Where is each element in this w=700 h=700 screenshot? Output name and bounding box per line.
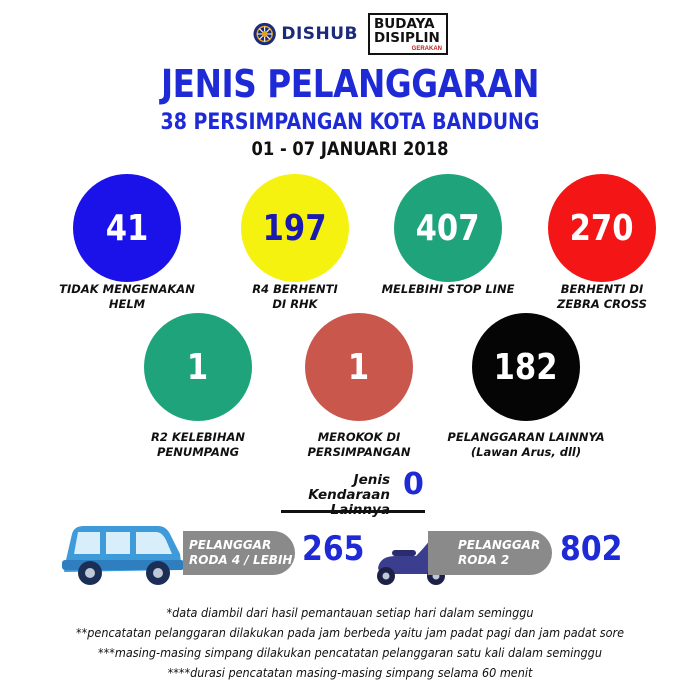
label-line: R4 BERHENTI [252,282,338,296]
footnotes [0,603,700,683]
violation-circle-rhk [241,174,349,282]
violation-label-penumpang [108,430,288,460]
violation-value: 1 [187,346,209,388]
label-line: HELM [108,297,146,311]
pill-line: PELANGGAR [189,538,272,552]
violation-value: 1 [348,346,370,388]
violation-value: 197 [263,207,327,249]
violation-label-lainnya [436,430,616,460]
divider-line [281,510,425,513]
footnote: ****durasi pencatatan masing-masing simpang selama 60 menit [167,665,533,680]
label-line: ZEBRA CROSS [557,297,647,311]
page-title: JENIS PELANGGARAN [160,62,540,106]
label-line: Jenis Kendaraan [308,472,390,503]
label-line: PERSIMPANGAN [307,445,411,459]
violation-value: 270 [570,207,634,249]
pill-line: RODA 2 [458,553,510,567]
label-line: BERHENTI DI [560,282,644,296]
budaya-disiplin-logo [368,13,448,55]
violation-label-merokok [269,430,449,460]
logo-line-budaya: BUDAYA [374,16,435,32]
footnote: ***masing-masing simpang dilakukan pencatatan pelanggaran satu kali dalam seminggu [98,645,602,660]
label-line: PELANGGARAN LAINNYA [447,430,605,444]
violation-label-zebra [512,282,692,312]
pill-line: PELANGGAR [458,538,541,552]
label-line: DI RHK [272,297,318,311]
label-line: TIDAK MENGENAKAN [59,282,195,296]
label-line: R2 KELEBIHAN [150,430,245,444]
violation-circle-lainnya [472,313,580,421]
footnote: *data diambil dari hasil pemantauan setiap hari dalam seminggu [166,605,534,620]
pill-line: RODA 4 / LEBIH [189,553,293,567]
violation-label-helm [37,282,217,312]
logo-line-disiplin: DISIPLIN [374,30,440,46]
violation-value: 407 [416,207,480,249]
motor-violator-count: 802 [560,529,623,569]
other-vehicles-value: 0 [403,467,424,502]
dishub-logo-text: DISHUB [281,24,358,44]
label-line: (Lawan Arus, dll) [470,445,582,459]
violation-circle-zebra [548,174,656,282]
motor-violator-pill [428,531,552,575]
logo-line-gerakan: GERAKAN [411,46,442,52]
violation-label-stopline [358,282,538,297]
dishub-logo [252,15,358,53]
car-violator-count: 265 [302,529,365,569]
violation-circle-stopline [394,174,502,282]
page-subtitle: 38 PERSIMPANGAN KOTA BANDUNG [160,110,540,135]
label-line: PENUMPANG [156,445,240,459]
date-range: 01 - 07 JANUARI 2018 [251,138,449,160]
footnote: **pencatatan pelanggaran dilakukan pada jam berbeda yaitu jam padat pagi dan jam padat sore [76,625,624,640]
car-icon [58,520,188,588]
label-line: MELEBIHI STOP LINE [381,282,515,296]
label-line: MEROKOK DI [317,430,401,444]
dishub-emblem-icon [252,17,277,51]
violation-circle-merokok [305,313,413,421]
violation-value: 182 [494,346,558,388]
car-violator-pill [183,531,295,575]
violation-circle-penumpang [144,313,252,421]
violation-circle-helm [73,174,181,282]
violation-value: 41 [105,207,149,249]
